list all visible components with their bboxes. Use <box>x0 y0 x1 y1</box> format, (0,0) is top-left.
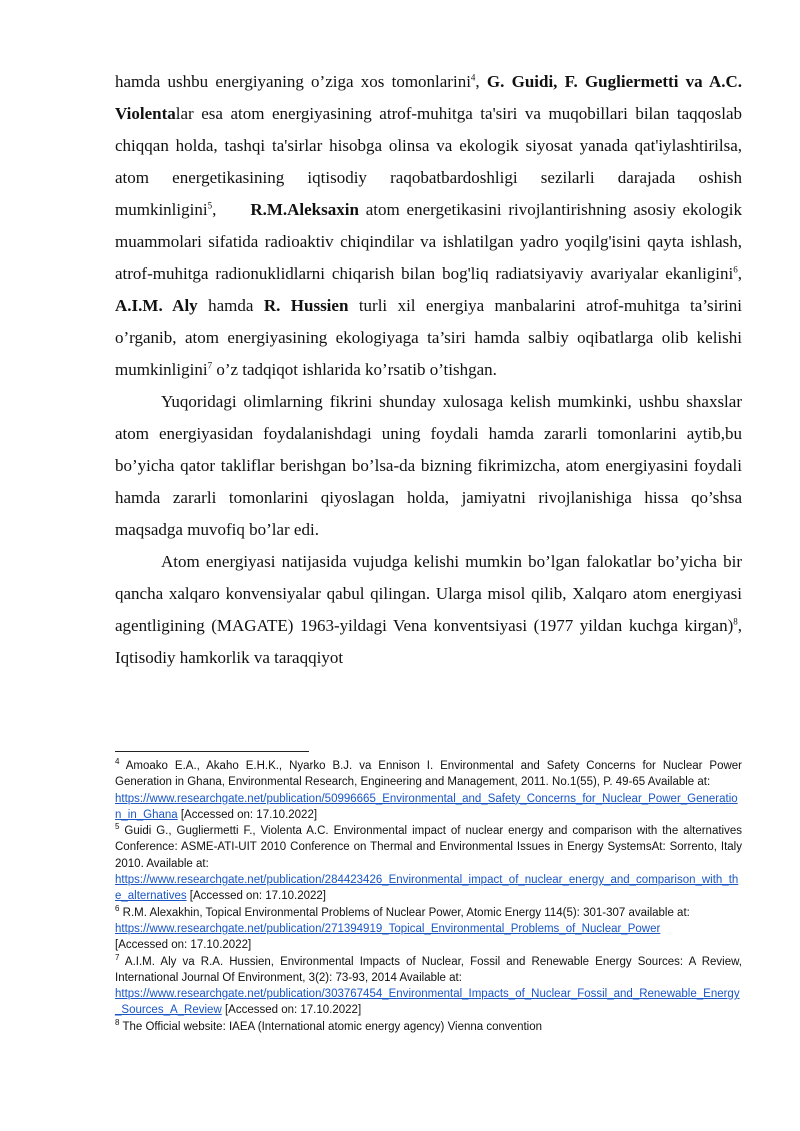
text-run: hamda ushbu energiyaning o’ziga xos tomonlarini <box>115 72 471 91</box>
footnote-6 <box>115 905 742 954</box>
footnote-text: The Official website: IAEA (International atomic energy agency) Vienna convention <box>119 1020 543 1033</box>
footnote-8 <box>115 1019 742 1035</box>
footnote-ref[interactable]: 6 <box>733 264 738 275</box>
footnote-accessed: [Accessed on: 17.10.2022] <box>221 1004 362 1017</box>
footnote-text: Amoako E.A., Akaho E.H.K., Nyarko B.J. va Ennison I. Environmental and Safety Concerns for Nuclear Power Generation in Ghana, Environmental Research, Engineering and Management, 2011. No.1(55), P. 49-65 Available at: <box>115 760 742 789</box>
footnote-link[interactable]: https://www.researchgate.net/publication/303767454_Environmental_Impacts_of_Nuclear_Fossil_and_Renewable_Energy_Sources_A_Review <box>115 988 740 1017</box>
footnote-ref[interactable]: 4 <box>470 72 476 83</box>
footnote-5 <box>115 823 742 904</box>
paragraph-1 <box>115 66 742 386</box>
footnote-text: Guidi G., Gugliermetti F., Violenta A.C. Environmental impact of nuclear energy and comparison with the alternatives Conference: ASME-ATI-UIT 2010 Conference on Thermal and Environmental Issues in Energy SystemsAt: Sorrento, Italy 2010. Available at: <box>115 825 742 870</box>
paragraph-3 <box>115 546 742 674</box>
footnote-ref[interactable]: 5 <box>207 200 213 211</box>
footnote-number: 7 <box>115 952 120 962</box>
document-body <box>115 66 742 674</box>
footnote-link[interactable]: https://www.researchgate.net/publication/284423426_Environmental_impact_of_nuclear_energy_and_comparison_with_the_alternatives <box>115 874 739 903</box>
text-run: atom energetikasini rivojlantirishning asosiy ekologik muammolari sifatida radioaktiv chiqindilar va ishlatilgan yadro yoqilg'isini qayta ishlash, atrof-muhitga radionuklidlarni chiqarish bilan bog'liq radiatsiyaviy avariyalar ekanligini <box>115 200 743 283</box>
text-run: hamda <box>197 296 264 315</box>
text-run: lar esa atom energiyasining atrof-muhitga ta'siri va muqobillari bilan taqqoslab chiqqan holda, tashqi ta'sirlar hisobga olinsa va ekologik siyosat yanada qat'iylashtirilsa, atom energetikasining iqtisodiy raqobatbardoshligi sezilarli darajada oshish mumkinligini <box>115 104 742 219</box>
text-run: , <box>212 200 251 219</box>
text-run: o’z tadqiqot ishlarida ko’rsatib o’tishgan. <box>212 360 497 379</box>
footnote-ref[interactable]: 7 <box>207 360 213 371</box>
paragraph-2: Yuqoridagi olimlarning fikrini shunday xulosaga kelish mumkinki, ushbu shaxslar atom energiyasidan foydalanishdagi uning foydali hamda zararli tomonlarini aytib,bu bo’yicha qator takliflar berishgan bo’lsa-da bizning fikrimizcha, atom energiyasini foydali hamda zararli tomonlarini qiyoslagan holda, jamiyatni rivojlanishiga hissa qo’shsa maqsadga muvofiq bo’lar edi. <box>115 392 742 539</box>
footnote-7 <box>115 954 742 1019</box>
text-run: , Iqtisodiy hamkorlik va taraqqiyot <box>115 616 742 667</box>
footnotes <box>115 758 742 1035</box>
author-name-bold: G. Guidi, F. Gugliermetti va A.C. Violenta <box>115 72 743 123</box>
footnote-number: 5 <box>115 822 120 832</box>
text-run: turli xil energiya manbalarini atrof-muhitga ta’sirini o’rganib, atom energiyasining ekologiyaga ta’siri hamda salbiy oqibatlarga olib kelishi mumkinligini <box>115 296 742 379</box>
footnote-ref[interactable]: 8 <box>733 616 738 627</box>
footnote-number: 4 <box>115 757 120 767</box>
footnote-number: 8 <box>115 1017 120 1027</box>
text-run: Atom energiyasi natijasida vujudga kelishi mumkin bo’lgan falokatlar bo’yicha bir qancha xalqaro konvensiyalar qabul qilingan. Ularga misol qilib, Xalqaro atom energiyasi agentligining (MAGATE) 1963-yildagi Vena konventsiyasi (1977 yildan kuchga kirgan) <box>115 552 742 635</box>
text-run: , <box>475 72 487 91</box>
footnote-accessed: [Accessed on: 17.10.2022] <box>177 808 318 821</box>
footnote-text: A.I.M. Aly va R.A. Hussien, Environmental Impacts of Nuclear, Fossil and Renewable Energy Sources: A Review, International Journal Of Environment, 3(2): 73-93, 2014 Available at: <box>115 955 742 984</box>
author-name-bold: R.M.Aleksaxin <box>250 200 359 219</box>
text-run: , <box>737 264 742 283</box>
footnote-4 <box>115 758 742 823</box>
footnote-link[interactable]: https://www.researchgate.net/publication/271394919_Topical_Environmental_Problems_of_Nuclear_Power <box>115 922 661 935</box>
author-name-bold: A.I.M. Aly <box>115 296 198 315</box>
footnote-link[interactable]: https://www.researchgate.net/publication/50996665_Environmental_and_Safety_Concerns_for_Nuclear_Power_Generation_in_Ghana <box>115 792 738 821</box>
footnote-text: R.M. Alexakhin, Topical Environmental Problems of Nuclear Power, Atomic Energy 114(5): 301-307 available at: <box>119 906 690 919</box>
footnote-accessed: [Accessed on: 17.10.2022] <box>186 890 326 903</box>
footnote-accessed: [Accessed on: 17.10.2022] <box>115 939 252 952</box>
author-name-bold: R. Hussien <box>263 296 349 315</box>
footnote-number: 6 <box>115 903 120 913</box>
footnote-separator <box>115 751 309 752</box>
